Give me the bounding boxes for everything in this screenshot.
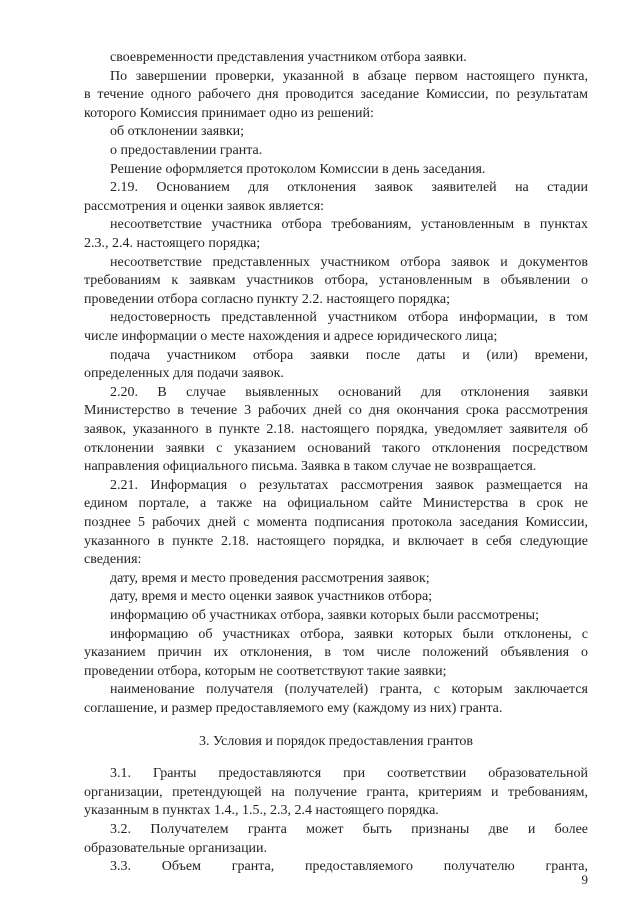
page-number: 9: [581, 872, 588, 887]
text-line: наименование получателя (получателей) гранта, с которым заключается: [110, 682, 588, 698]
text-line: отклонении заявки с указанием оснований такого отклонения посредством: [84, 440, 588, 456]
text-line: направления официального письма. Заявка в таком случае не возвращается.: [84, 459, 537, 475]
text-line: заявок, указанного в пункте 2.18. настоящего порядка, уведомляет заявителя об: [84, 422, 588, 437]
text-line: своевременности представления участником отбора заявки.: [110, 50, 467, 65]
text-line: информацию об участниках отбора, заявки которых были отклонены, с: [110, 626, 588, 642]
text-line: Министерство в течение 3 рабочих дней со дня окончания срока рассмотрения: [84, 403, 588, 419]
text-line: недостоверность представленной участником отбора информации, в том: [110, 310, 588, 326]
text-line: требованиям к заявкам участников отбора, установленным в объявлении о: [84, 273, 588, 289]
text-line: информацию об участниках отбора, заявки которых были рассмотрены;: [110, 608, 539, 623]
text-line: рассмотрения и оценки заявок является:: [84, 198, 325, 214]
text-line: проведении отбора, которым не соответствуют такие заявки;: [84, 663, 447, 679]
text-line: По завершении проверки, указанной в абзаце первом настоящего пункта,: [110, 68, 588, 84]
text-line: в течение одного рабочего дня проводится заседание Комиссии, по результатам: [84, 87, 588, 103]
text-line: проведении отбора согласно пункту 2.2. настоящего порядка;: [84, 291, 450, 307]
text-line: 2.20. В случае выявленных оснований для отклонения заявки: [110, 384, 588, 400]
text-line: указанием причин их отклонения, в том числе положений объявления о: [84, 645, 588, 661]
text-line: несоответствие участника отбора требованиям, установленным в пунктах: [110, 217, 588, 233]
text-line: которого Комиссия принимает одно из решений:: [84, 105, 374, 121]
text-line: Решение оформляется протоколом Комиссии в день заседания.: [110, 161, 486, 177]
text-line: дату, время и место проведения рассмотрения заявок;: [110, 570, 430, 586]
text-line: едином портале, а также на официальном сайте Министерства в срок не: [84, 496, 588, 512]
text-line: 2.3., 2.4. настоящего порядка;: [84, 236, 261, 251]
text-line: 3.1. Гранты предоставляются при соответствии образовательной: [110, 766, 588, 782]
text-line: числе информации о месте нахождения и адресе юридического лица;: [84, 329, 498, 344]
text-line: соглашение, и размер предоставляемого ему (каждому из них) гранта.: [84, 701, 503, 716]
text-line: позднее 5 рабочих дней с момента подписания протокола заседания Комиссии,: [84, 515, 588, 530]
text-line: подача участником отбора заявки после даты и (или) времени,: [110, 347, 588, 363]
text-line: 3.2. Получателем гранта может быть признаны две и более: [110, 822, 588, 837]
text-line: сведения:: [84, 552, 142, 568]
text-line: 2.21. Информация о результатах рассмотрения заявок размещается на: [110, 477, 588, 493]
text-line: определенных для подачи заявок.: [84, 366, 284, 382]
text-line: образовательные организации.: [84, 840, 268, 856]
text-line: об отклонении заявки;: [110, 124, 245, 140]
text-line: дату, время и место оценки заявок участников отбора;: [110, 589, 433, 605]
text-line: организации, претендующей на получение гранта, критериям и требованиям,: [84, 784, 588, 800]
text-line: несоответствие представленных участником отбора заявок и документов: [110, 254, 588, 270]
text-line: 3.3. Объем гранта, предоставляемого получателю гранта,: [110, 859, 588, 875]
text-line: о предоставлении гранта.: [110, 143, 263, 158]
text-line: 2.19. Основанием для отклонения заявок заявителей на стадии: [110, 180, 588, 196]
section-heading: 3. Условия и порядок предоставления грантов: [198, 733, 474, 749]
text-line: указанного в пункте 2.18. настоящего порядка, и включает в себя следующие: [84, 533, 588, 549]
text-line: указанным в пунктах 1.4., 1.5., 2.3, 2.4 настоящего порядка.: [84, 803, 439, 819]
